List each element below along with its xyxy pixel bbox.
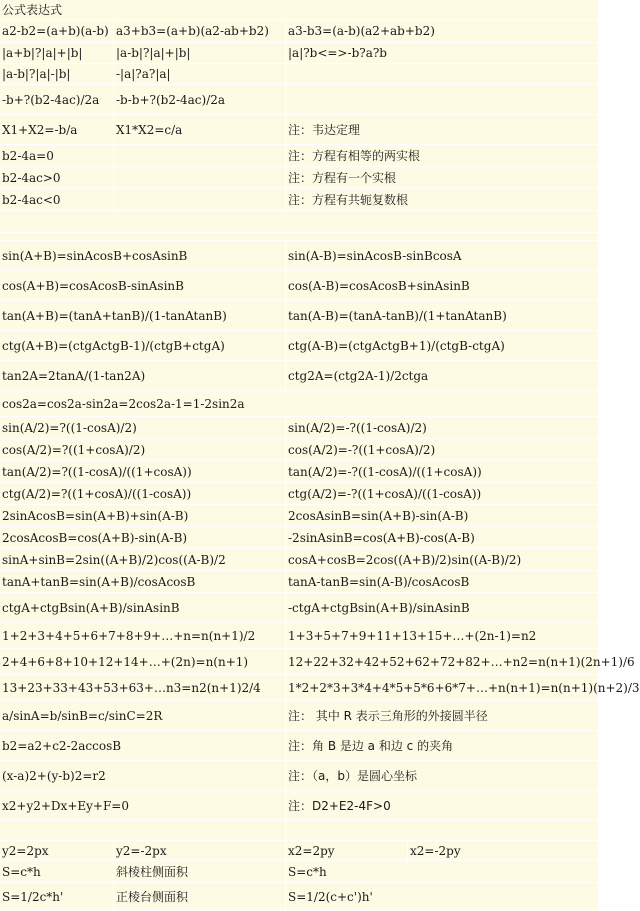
trig-half-section <box>0 417 640 821</box>
formula-cell: X1*X2=c/a <box>114 115 286 144</box>
blank-cell <box>0 821 286 840</box>
formula-cell: tanA+tanB=sin(A+B)/cosAcosB <box>0 571 286 592</box>
formula-cell: ctg(A/2)=-?((1+cosA)/((1-cosA)) <box>286 483 598 504</box>
table-row <box>0 593 598 623</box>
blank-row <box>0 211 598 233</box>
table-row <box>0 85 598 115</box>
formula-cell: -2sinAsinB=cos(A+B)-cos(A-B) <box>286 527 598 548</box>
formula-cell: 12+22+32+42+52+62+72+82+…+n2=n(n+1)(2n+1)/6 <box>286 649 598 674</box>
formula-cell: 注：D2+E2-4F>0 <box>286 791 598 820</box>
table-row <box>0 145 598 167</box>
formula-cell: 注：方程有共轭复数根 <box>286 189 598 210</box>
formula-cell <box>114 145 286 166</box>
formula-cell: 注： 其中 R 表示三角形的外接圆半径 <box>286 701 598 730</box>
trig-sum-section <box>0 241 598 391</box>
formula-cell: cos2a=cos2a-sin2a=2cos2a-1=1-2sin2a <box>0 391 598 416</box>
table-row <box>0 701 598 731</box>
table-row <box>0 861 598 883</box>
table-row <box>0 301 598 331</box>
blank-cell <box>0 211 598 232</box>
formula-cell: ctg2A=(ctg2A-1)/2ctga <box>286 361 598 390</box>
formula-cell: sin(A-B)=sinAcosB-sinBcosA <box>286 241 598 270</box>
formula-cell: ctg(A-B)=(ctgActgB+1)/(ctgB-ctgA) <box>286 331 598 360</box>
table-row <box>0 731 598 761</box>
formula-cell: tanA-tanB=sin(A-B)/cosAcosB <box>286 571 598 592</box>
algebra-section <box>0 20 598 211</box>
table-row <box>0 439 598 461</box>
formula-cell: cosA+cosB=2cos((A+B)/2)sin((A-B)/2) <box>286 549 598 570</box>
formula-cell: y2=-2px <box>114 841 286 860</box>
formula-cell: 斜棱柱侧面积 <box>114 861 286 882</box>
formula-cell: 2cosAsinB=sin(A+B)-sin(A-B) <box>286 505 598 526</box>
formula-cell: |a-b|?|a|-|b| <box>0 64 114 84</box>
formula-cell <box>114 167 286 188</box>
formula-cell: tan(A-B)=(tanA-tanB)/(1+tanAtanB) <box>286 301 598 330</box>
table-row <box>0 527 598 549</box>
formula-cell: sinA+sinB=2sin((A+B)/2)cos((A-B)/2 <box>0 549 286 570</box>
formula-cell: (x-a)2+(y-b)2=r2 <box>0 761 286 790</box>
formula-cell: sin(A/2)=-?((1-cosA)/2) <box>286 417 598 438</box>
table-row <box>0 64 598 85</box>
formula-cell: tan(A/2)=-?((1-cosA)/((1+cosA)) <box>286 461 598 482</box>
formula-cell: |a|?b<=>-b?a?b <box>286 43 598 63</box>
table-row <box>0 623 598 649</box>
table-row <box>0 571 598 593</box>
table-row <box>0 417 598 439</box>
table-row <box>0 649 635 675</box>
formula-cell: x2+y2+Dx+Ey+F=0 <box>0 791 286 820</box>
formula-cell: tan2A=2tanA/(1-tan2A) <box>0 361 286 390</box>
table-row <box>0 20 598 43</box>
formula-cell: ctgA+ctgBsin(A+B)/sinAsinB <box>0 593 286 622</box>
formula-cell: -|a|?a?|a| <box>114 64 286 84</box>
formula-cell: 1+2+3+4+5+6+7+8+9+…+n=n(n+1)/2 <box>0 623 286 648</box>
formula-cell: 注：方程有一个实根 <box>286 167 598 188</box>
table-row <box>0 483 598 505</box>
table-row <box>0 115 598 145</box>
formula-cell <box>286 64 598 84</box>
formula-cell: tan(A/2)=?((1-cosA)/((1+cosA)) <box>0 461 286 482</box>
formula-cell: 注：韦达定理 <box>286 115 598 144</box>
table-row <box>0 461 598 483</box>
formula-cell: |a+b|?|a|+|b| <box>0 43 114 63</box>
table-row <box>0 241 598 271</box>
blank-row <box>0 821 598 841</box>
table-row <box>0 391 598 417</box>
formula-cell: |a-b|?|a|+|b| <box>114 43 286 63</box>
parabola-row <box>0 841 598 861</box>
formula-cell: 注：角 B 是边 a 和边 c 的夹角 <box>286 731 598 760</box>
sheet-title: 公式表达式 <box>0 0 598 20</box>
formula-cell: a3-b3=(a-b)(a2+ab+b2) <box>286 20 598 42</box>
formula-cell: cos(A/2)=?((1+cosA)/2) <box>0 439 286 460</box>
area-section <box>0 861 598 911</box>
formula-cell: a3+b3=(a+b)(a2-ab+b2) <box>114 20 286 42</box>
table-row <box>0 271 598 301</box>
table-row <box>0 361 598 391</box>
blank-cell <box>0 233 598 240</box>
formula-cell: x2=2py <box>286 841 408 860</box>
table-row <box>0 505 598 527</box>
formula-cell: 2+4+6+8+10+12+14+…+(2n)=n(n+1) <box>0 649 286 674</box>
formula-cell: b2=a2+c2-2accosB <box>0 731 286 760</box>
formula-cell: S=c*h <box>0 861 114 882</box>
formula-cell: 2cosAcosB=cos(A+B)-sin(A-B) <box>0 527 286 548</box>
formula-cell: -b+?(b2-4ac)/2a <box>0 85 114 114</box>
table-row <box>0 761 598 791</box>
formula-cell: b2-4a=0 <box>0 145 114 166</box>
formula-cell: cos(A+B)=cosAcosB-sinAsinB <box>0 271 286 300</box>
formula-cell: X1+X2=-b/a <box>0 115 114 144</box>
formula-cell <box>114 189 286 210</box>
formula-cell: 注：（a，b）是圆心坐标 <box>286 761 598 790</box>
formula-cell: cos(A/2)=-?((1+cosA)/2) <box>286 439 598 460</box>
formula-cell: -ctgA+ctgBsin(A+B)/sinAsinB <box>286 593 598 622</box>
blank-cell <box>286 821 598 840</box>
table-row <box>0 675 640 701</box>
formula-cell: cos(A-B)=cosAcosB+sinAsinB <box>286 271 598 300</box>
formula-cell: a/sinA=b/sinB=c/sinC=2R <box>0 701 286 730</box>
blank-row <box>0 233 598 241</box>
formula-cell: -b-b+?(b2-4ac)/2a <box>114 85 286 114</box>
formula-cell: sin(A/2)=?((1-cosA)/2) <box>0 417 286 438</box>
formula-cell <box>286 85 598 114</box>
table-row <box>0 331 598 361</box>
formula-cell: b2-4ac<0 <box>0 189 114 210</box>
formula-cell: 2sinAcosB=sin(A+B)+sin(A-B) <box>0 505 286 526</box>
table-row <box>0 883 598 911</box>
formula-cell: 1*2+2*3+3*4+4*5+5*6+6*7+…+n(n+1)=n(n+1)(n+2)/3 <box>286 675 598 700</box>
table-row <box>0 549 598 571</box>
formula-cell: 正棱台侧面积 <box>114 883 286 910</box>
formula-cell: 13+23+33+43+53+63+…n3=n2(n+1)2/4 <box>0 675 286 700</box>
formula-cell: 1+3+5+7+9+11+13+15+…+(2n-1)=n2 <box>286 623 598 648</box>
formula-cell: x2=-2py <box>408 841 598 860</box>
formula-cell: S=c*h <box>286 861 598 882</box>
table-row <box>0 791 598 821</box>
formula-cell: ctg(A+B)=(ctgActgB-1)/(ctgB+ctgA) <box>0 331 286 360</box>
table-row <box>0 189 598 211</box>
formula-cell: sin(A+B)=sinAcosB+cosAsinB <box>0 241 286 270</box>
formula-cell: a2-b2=(a+b)(a-b) <box>0 20 114 42</box>
formula-cell: ctg(A/2)=?((1+cosA)/((1-cosA)) <box>0 483 286 504</box>
table-row <box>0 43 598 64</box>
formula-cell: b2-4ac>0 <box>0 167 114 188</box>
formula-cell: S=1/2c*h' <box>0 883 114 910</box>
formula-cell: 注：方程有相等的两实根 <box>286 145 598 166</box>
formula-cell: tan(A+B)=(tanA+tanB)/(1-tanAtanB) <box>0 301 286 330</box>
formula-cell: y2=2px <box>0 841 114 860</box>
formula-cell: S=1/2(c+c')h' <box>286 883 598 910</box>
table-row <box>0 167 598 189</box>
